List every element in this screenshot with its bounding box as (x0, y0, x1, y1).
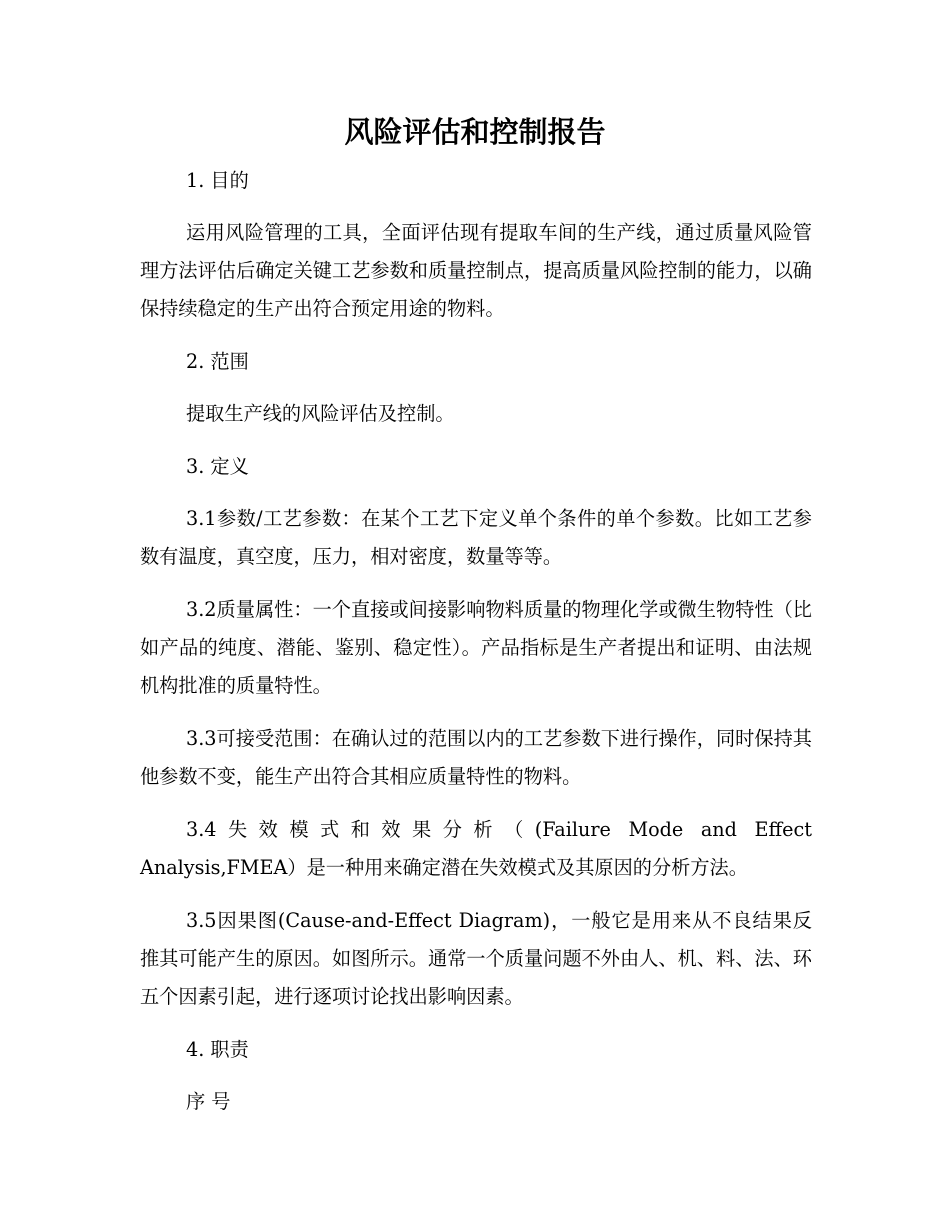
document-title: 风险评估和控制报告 (344, 115, 606, 149)
section-heading-responsibilities: 4. 职责 (186, 1038, 249, 1061)
section-heading-purpose: 1. 目的 (186, 169, 249, 192)
paragraph-definition-3-5: 3.5因果图(Cause-and-Effect Diagram)，一般它是用来从不良结果反推其可能产生的原因。如图所示。通常一个质量问题不外由人、机、料、法、环五个因素引起，进行逐项讨论找出影响因素。 (140, 909, 812, 1008)
section-heading-definitions: 3. 定义 (186, 455, 249, 478)
paragraph-definition-3-1: 3.1参数/工艺参数：在某个工艺下定义单个条件的单个参数。比如工艺参数有温度，真空度，压力，相对密度，数量等等。 (140, 507, 812, 568)
paragraph-definition-3-4: 3.4失效模式和效果分析（(Failure Mode and Effect Analysis,FMEA）是一种用来确定潜在失效模式及其原因的分析方法。 (140, 818, 812, 879)
paragraph-definition-3-3: 3.3可接受范围：在确认过的范围以内的工艺参数下进行操作，同时保持其他参数不变，能生产出符合其相应质量特性的物料。 (140, 727, 812, 788)
table-header-serial-number: 序 号 (186, 1090, 231, 1113)
paragraph-scope: 提取生产线的风险评估及控制。 (186, 402, 455, 425)
section-heading-scope: 2. 范围 (186, 350, 249, 373)
paragraph-purpose: 运用风险管理的工具，全面评估现有提取车间的生产线，通过质量风险管理方法评估后确定关键工艺参数和质量控制点，提高质量风险控制的能力，以确保持续稳定的生产出符合预定用途的物料。 (140, 221, 812, 320)
paragraph-definition-3-2: 3.2质量属性：一个直接或间接影响物料质量的物理化学或微生物特性（比如产品的纯度、潜能、鉴别、稳定性）。产品指标是生产者提出和证明、由法规机构批准的质量特性。 (140, 598, 812, 697)
document-body (140, 162, 812, 1121)
